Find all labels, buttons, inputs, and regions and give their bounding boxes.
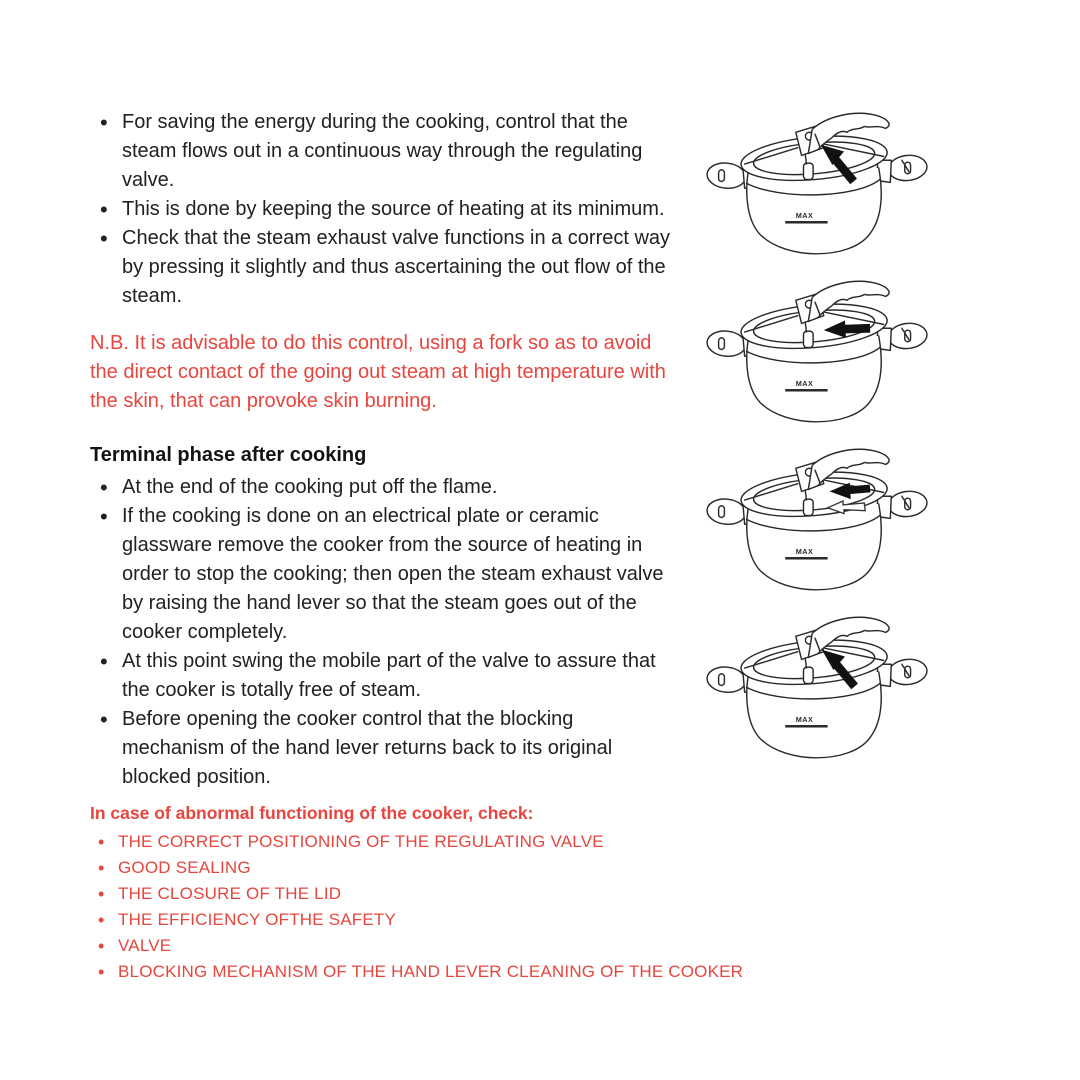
pressure-cooker-figure-4 [706,616,936,780]
abnormal-check-heading: In case of abnormal functioning of the cooker, check: [90,803,534,823]
list-item: • THE CLOSURE OF THE LID [90,881,850,907]
figure-column [706,112,936,780]
max-level-label: MAX [795,379,814,389]
terminal-phase-heading: Terminal phase after cooking [90,444,367,466]
list-item: • At this point swing the mobile part of the valve to assure that the cooker is totally free of steam. [90,647,675,705]
list-item: • THE CORRECT POSITIONING OF THE REGULATING VALVE [90,829,850,855]
instructions-text-column [90,98,744,985]
pressure-cooker-figure-1 [706,112,936,276]
max-level-label: MAX [795,211,814,221]
list-item: • BLOCKING MECHANISM OF THE HAND LEVER CLEANING OF THE COOKER [90,959,850,985]
pressure-cooker-illustration [706,280,928,444]
pressure-cooker-illustration [706,448,928,612]
terminal-phase-list [90,473,675,792]
list-item: • At the end of the cooking put off the flame. [90,473,675,502]
list-item: • Before opening the cooker control that the blocking mechanism of the hand lever returns back to its original blocked position. [90,705,675,792]
abnormal-check-list [90,829,850,985]
pressure-cooker-figure-2 [706,280,936,444]
max-level-label: MAX [795,547,814,557]
pressure-cooker-illustration [706,112,928,276]
list-item: • THE EFFICIENCY OFTHE SAFETY [90,907,850,933]
pressure-cooker-figure-3 [706,448,936,612]
list-item: • This is done by keeping the source of heating at its minimum. [90,195,675,224]
max-level-line [785,725,827,728]
energy-saving-list [90,108,675,311]
list-item: • VALVE [90,933,850,959]
max-level-line [785,221,827,224]
max-level-line [785,557,827,560]
max-level-line [785,389,827,392]
list-item: • GOOD SEALING [90,855,850,881]
max-level-label: MAX [795,715,814,725]
nb-warning-note: N.B. It is advisable to do this control, using a fork so as to avoid the direct contact of the going out steam at high temperature with the skin, that can provoke skin burning. [90,332,666,412]
list-item: • If the cooking is done on an electrical plate or ceramic glassware remove the cooker from the source of heating in order to stop the cooking; then open the steam exhaust valve by raising the hand lever so that the steam goes out of the cooker completely. [90,502,675,647]
list-item: • For saving the energy during the cooking, control that the steam flows out in a continuous way through the regulating valve. [90,108,675,195]
list-item: • Check that the steam exhaust valve functions in a correct way by pressing it slightly and thus ascertaining the out flow of the steam. [90,224,675,311]
pressure-cooker-illustration [706,616,928,780]
